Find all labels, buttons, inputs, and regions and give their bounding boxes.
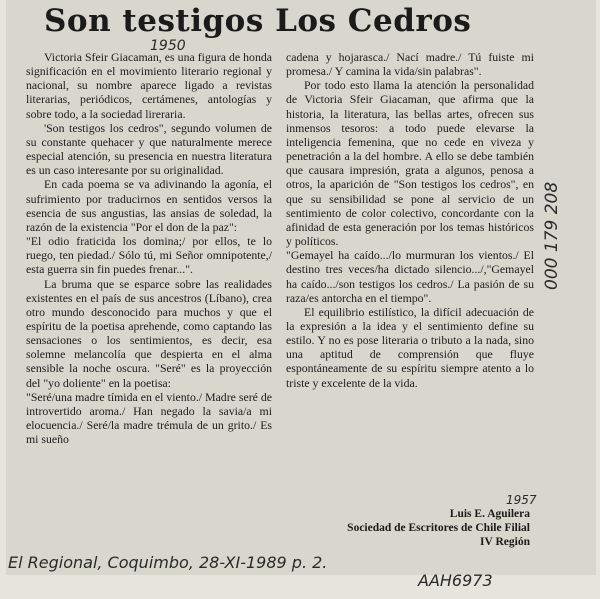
paragraph: El equilibrio estilístico, la difícil adecuación de la expresión a la idea y el sentimiento define su estilo. Y no es pose literaria o tributo a la nada, sino una aptitud de comprensión que fluye espontáneamente de su espíritu siempre atento a lo triste y excelente de la vida. xyxy=(286,304,534,390)
handwritten-source-note: El Regional, Coquimbo, 28-XI-1989 p. 2. xyxy=(8,553,328,572)
handwritten-year-top: 1950 xyxy=(150,38,186,54)
handwritten-side-number: 000 179 208 xyxy=(542,181,562,290)
paragraph: Victoria Sfeir Giacaman, es una figura de honda significación en el movimiento literario regional y nacional, su nombre aparece ligado a revistas literarias, periódicos, certámenes, antologías y sobre todo, a la sociedad lireraria. xyxy=(26,50,272,121)
left-column xyxy=(26,50,272,446)
poem-quote: "Gemayel ha caído.../lo murmuran los vientos./ El destino tres veces/ha dictado silencio.../,"Gemayel ha caído.../son testigos los cedros./ La pasión de su raza/es antorcha en el tiempo". xyxy=(286,248,534,305)
right-column xyxy=(286,50,534,390)
handwritten-year-bottom: 1957 xyxy=(506,493,537,507)
article-headline: Son testigos Los Cedros xyxy=(44,3,472,39)
poem-quote: "Seré/una madre tímida en el viento./ Madre seré de introvertido aroma./ Han negado la savia/a mi elocuencia./ Seré/la madre trémula de un grito./ Es mi sueño xyxy=(26,389,272,447)
paragraph: En cada poema se va adivinando la agonía, el sufrimiento por traducirnos en sentidos versos la esencia de sus angustias, las ansias de soledad, la razón de la existencia "Por el don de la paz": xyxy=(26,177,272,234)
paragraph: 'Son testigos los cedros", segundo volumen de su constante quehacer y que naturalmente merece especial atención, su presencia en nuestra literatura es un caso interesante por su originalidad. xyxy=(26,120,272,178)
author-signature xyxy=(300,507,530,549)
paragraph: La bruma que se esparce sobre las realidades existentes en el país de sus ancestros (Líbano), crea otro mundo desconocido para muchos y que el espíritu de la poetisa aprehende, como captando las sensaciones o los sentimientos, es decir, esa solemne melancolía que despierta en el alma sensible la noche oscura. "Seré" es la proyección del "yo doliente" en la poetisa: xyxy=(26,276,272,390)
poem-quote-continued: cadena y hojarasca./ Nací madre./ Tú fuiste mi promesa./ Y camina la vida/sin palabras". xyxy=(286,50,534,79)
handwritten-archive-code: AAH6973 xyxy=(418,571,493,590)
author-society: Sociedad de Escritores de Chile Filial xyxy=(347,522,530,534)
poem-quote: "El odio fraticida los domina;/ por ellos, te lo ruego, ten piedad./ Sólo tú, mi Señor omnipotente,/ esta guerra sin fin puedes frenar...". xyxy=(26,234,272,277)
author-name: Luis E. Aguilera xyxy=(449,508,530,520)
paragraph: Por todo esto llama la atención la personalidad de Victoria Sfeir Giacaman, que afirma que la historia, la literatura, las bellas artes, ofrecen sus inmensos tesoros: a todo puede elevarse la inteligencia femenina, que no cede en viveza y penetración a la del hombre. A ello se debe también que causara impresión, grata a algunos, penosa a otros, la aparición de "Son testigos los cedros", en que su sensibilidad se pone al servicio de un sentimiento de color colectivo, concordante con la afinidad de esta generación por los temas históricos y políticos. xyxy=(286,78,534,249)
author-region: IV Región xyxy=(480,536,530,548)
